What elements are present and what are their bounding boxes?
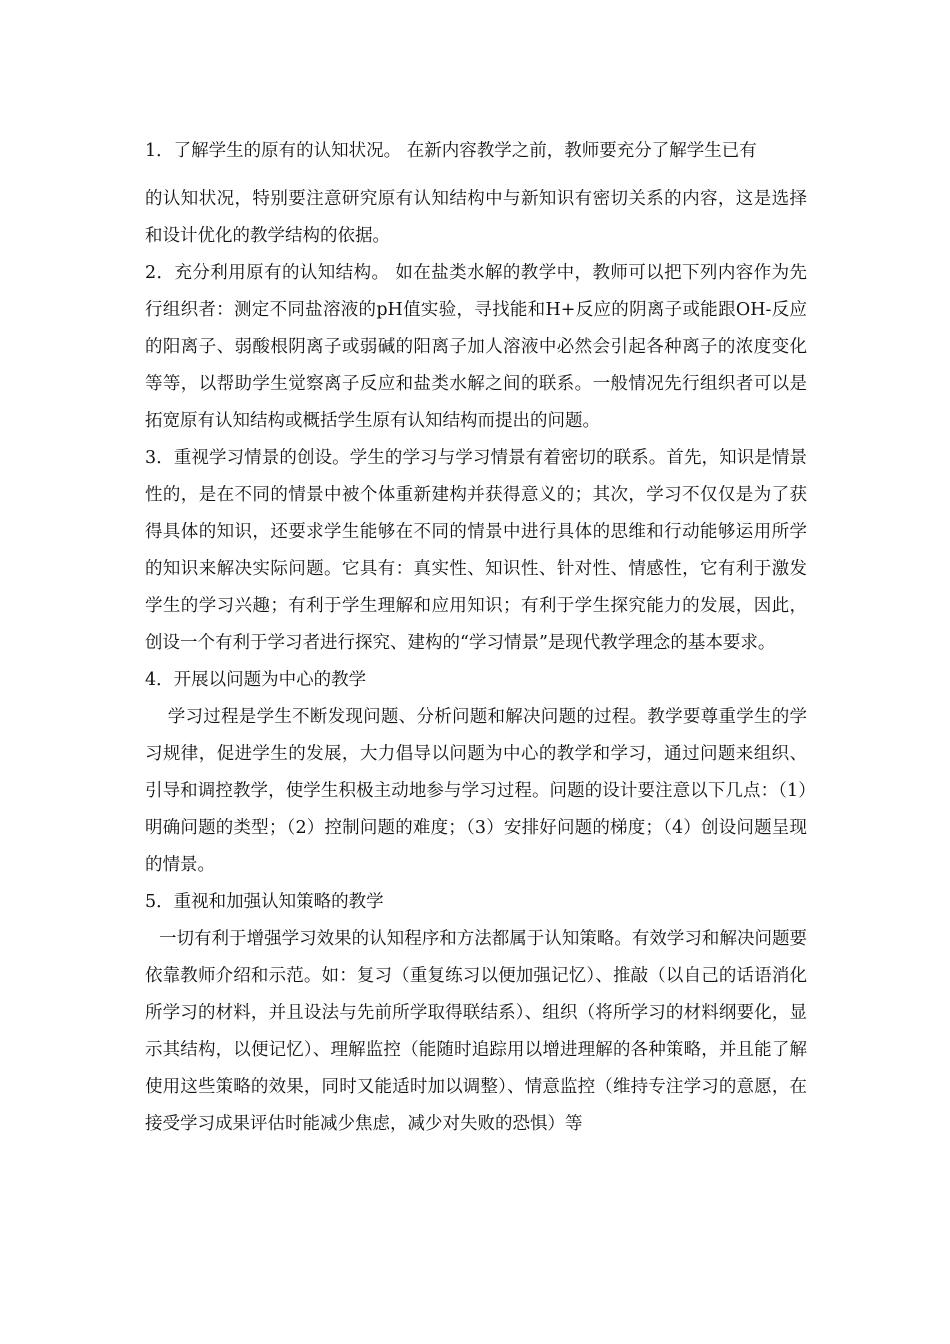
paragraph-3: 3．重视学习情景的创设。学生的学习与学习情景有着密切的联系。首先，知识是情景性的，是在不同的情景中被个体重新建构并获得意义的；其次，学习不仅仅是为了获得具体的知识，还要求学生能够在不同的情景中进行具体的思维和行动能够运用所学的知识来解决实际问题。它具有：真实性、知识性、针对性、情感性，它有利于激发学生的学习兴趣；有利于学生理解和应用知识；有利于学生探究能力的发展，因此，创设一个有利于学习者进行探究、建构的“学习情景”是现代教学理念的基本要求。 — [145, 448, 807, 653]
paragraph-1 — [145, 133, 807, 255]
paragraph-1-body: 的认知状况，特别要注意研究原有认知结构中与新知识有密切关系的内容，这是选择和设计优化的教学结构的依据。 — [145, 189, 807, 246]
paragraph-1-first-line: 1．了解学生的原有的认知状况。 在新内容教学之前，教师要充分了解学生已有 — [145, 141, 757, 161]
document-page — [145, 133, 807, 1143]
section-heading-5: 5．重视和加强认知策略的教学 — [145, 892, 384, 912]
paragraph-4-body: 学习过程是学生不断发现问题、分析问题和解决问题的过程。教学要尊重学生的学习规律，促进学生的发展，大力倡导以问题为中心的教学和学习，通过问题来组织、引导和调控教学，使学生积极主动地参与学习过程。问题的设计要注意以下几点：（1）明确问题的类型；（2）控制问题的难度；（3）安排好问题的梯度；（4）创设问题呈现的情景。 — [145, 707, 807, 875]
paragraph-5-body: 一切有利于增强学习效果的认知程序和方法都属于认知策略。有效学习和解决问题要依靠教师介绍和示范。如：复习（重复练习以便加强记忆）、推敲（以自己的话语消化所学习的材料，并且设法与先前所学取得联结系）、组织（将所学习的材料纲要化，显示其结构，以便记忆）、理解监控（能随时追踪用以增进理解的各种策略，并且能了解使用这些策略的效果，同时又能适时加以调整）、情意监控（维持专注学习的意愿，在接受学习成果评估时能减少焦虑，减少对失败的恐惧）等 — [145, 929, 807, 1134]
paragraph-2: 2．充分利用原有的认知结构。 如在盐类水解的教学中，教师可以把下列内容作为先行组织者：测定不同盐溶液的pH值实验，寻找能和H+反应的阴离子或能跟OH-反应的阳离子、弱酸根阴离子或弱碱的阳离子加人溶液中必然会引起各种离子的浓度变化等等，以帮助学生觉察离子反应和盐类水解之间的联系。一般情况先行组织者可以是拓宽原有认知结构或概括学生原有认知结构而提出的问题。 — [145, 263, 807, 431]
section-heading-4: 4．开展以问题为中心的教学 — [145, 670, 367, 690]
